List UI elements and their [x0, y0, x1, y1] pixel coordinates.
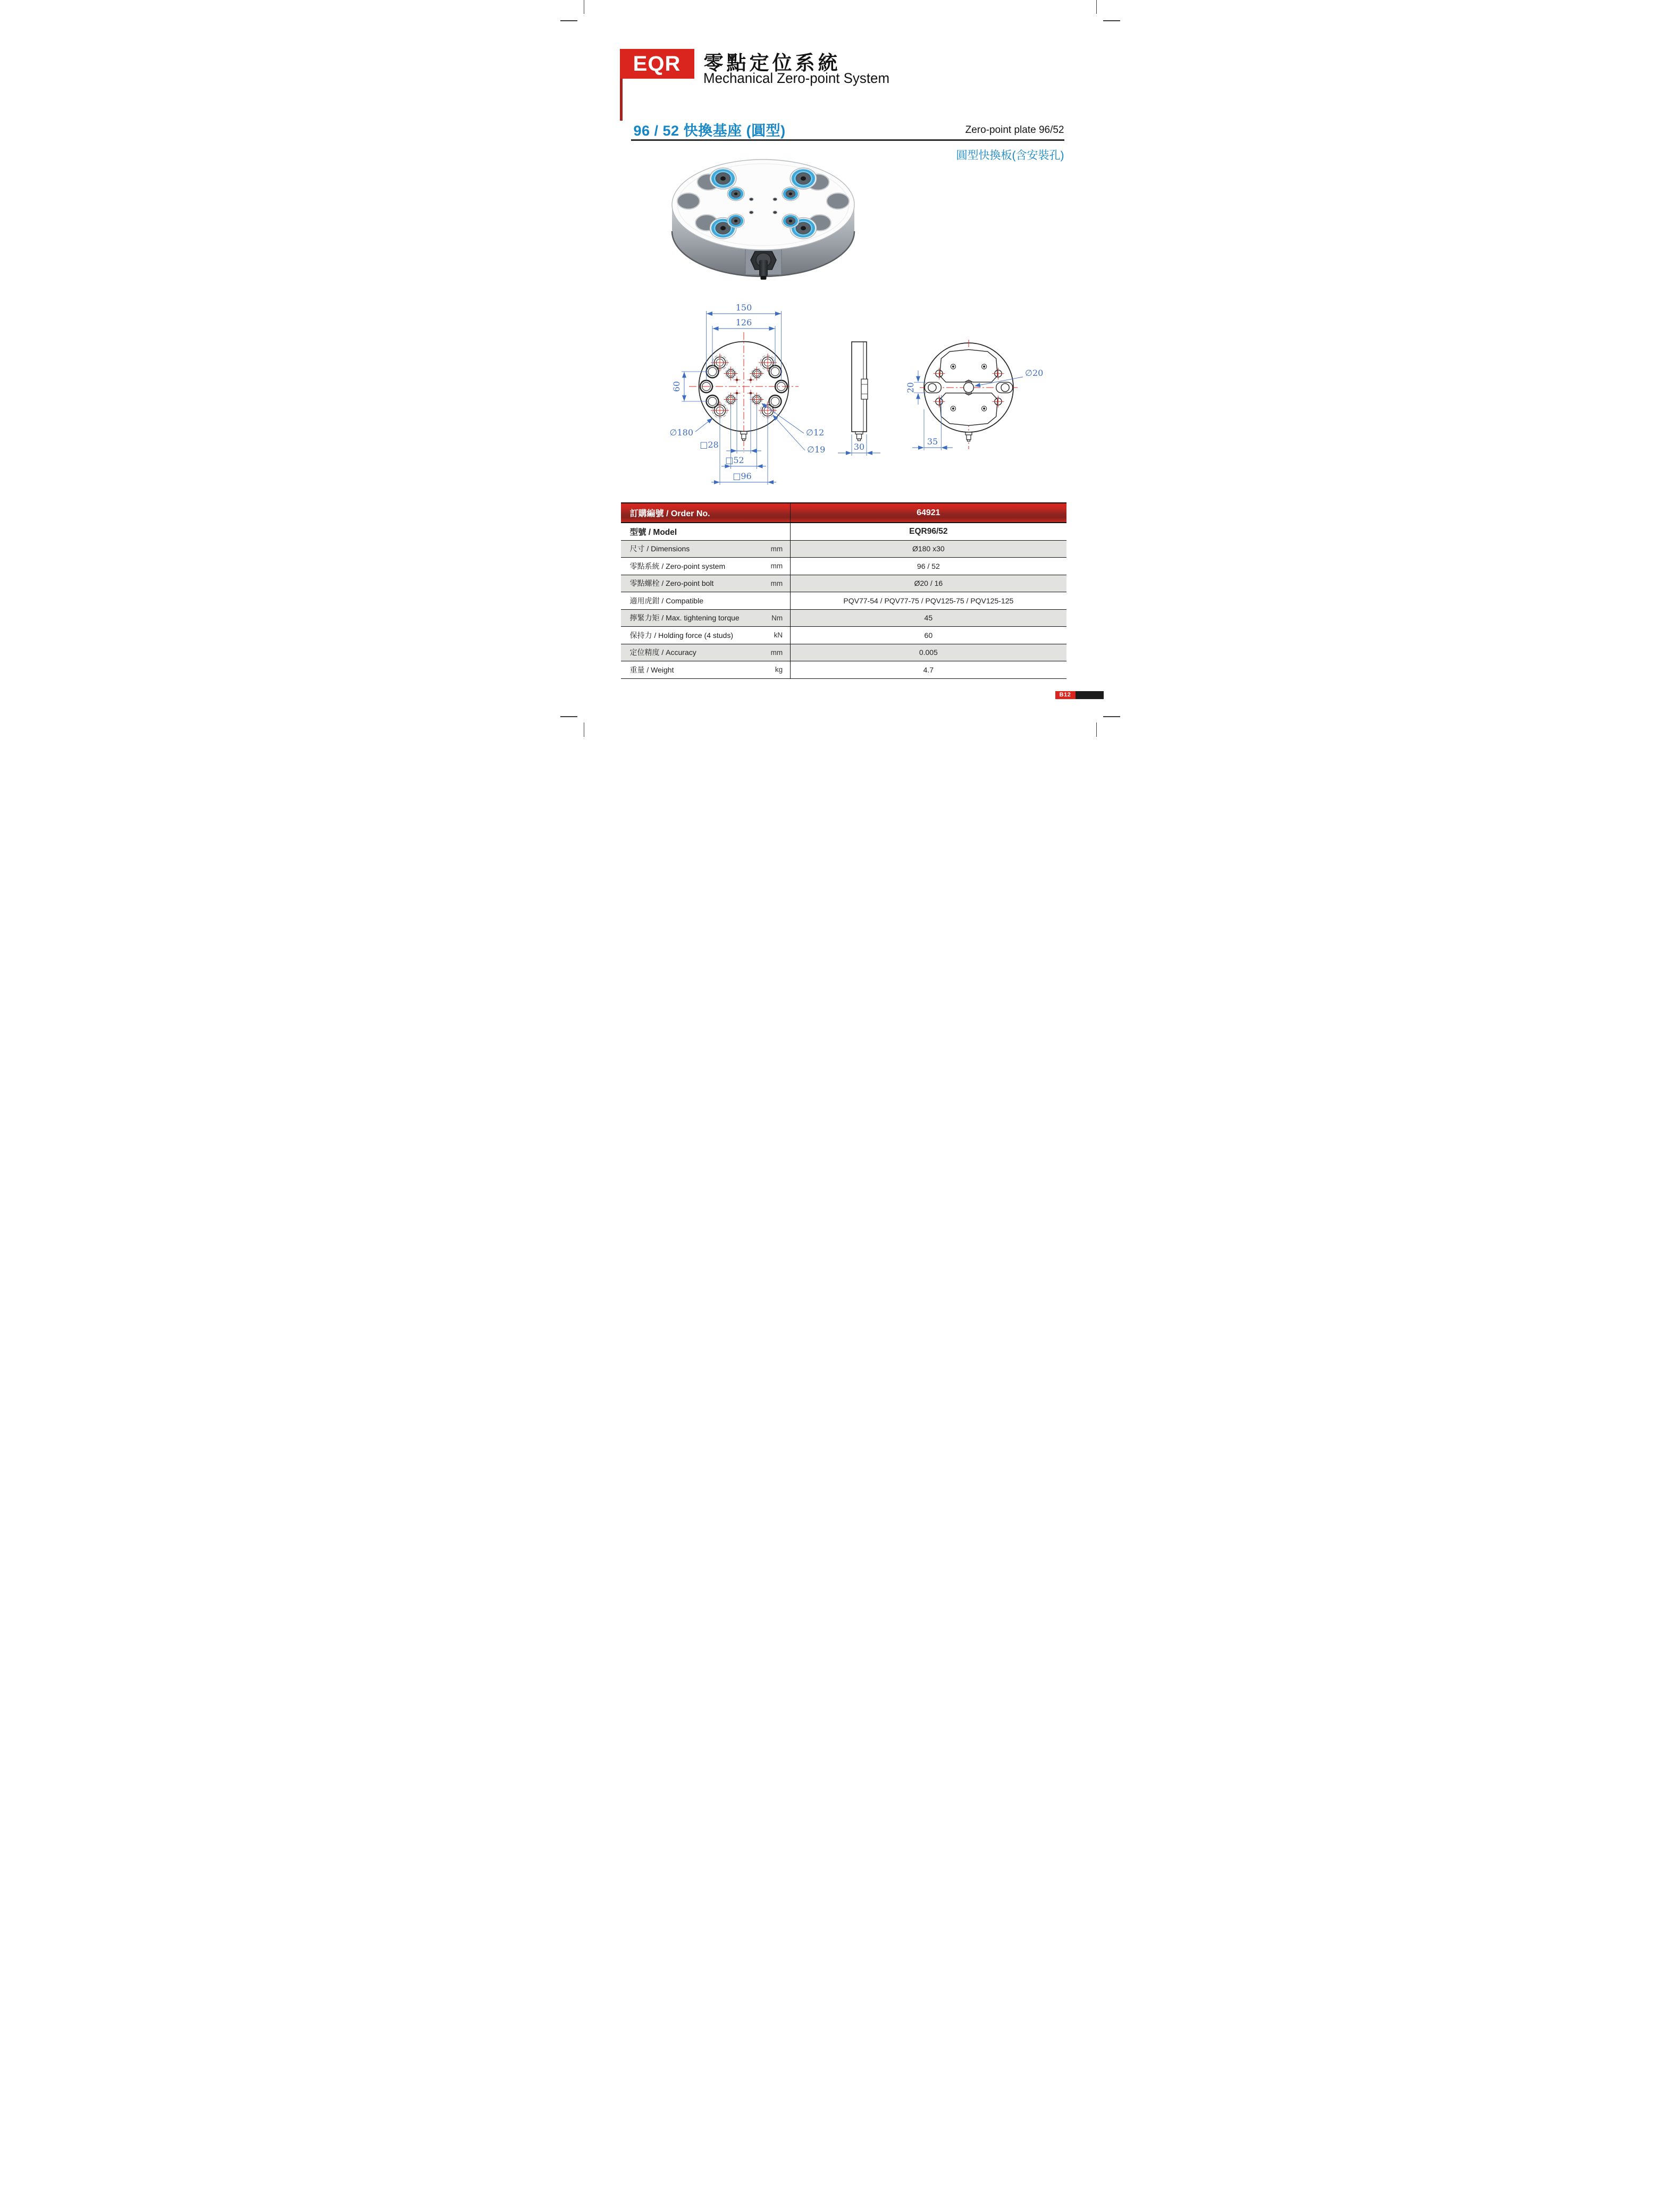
crop-mark [584, 722, 585, 737]
row-unit: mm [770, 544, 783, 553]
dim-label-dia12: ∅12 [805, 427, 824, 438]
section-title: 96 / 52 快換基座 (圓型) [633, 123, 786, 139]
row-unit: mm [770, 562, 783, 570]
dim-label-35: 35 [927, 436, 938, 447]
dim-label-sq52: □52 [725, 455, 744, 465]
table-body [621, 523, 1066, 679]
table-row-tightening-torque [621, 610, 1066, 627]
side-stud [855, 432, 863, 441]
row-unit: mm [770, 579, 783, 587]
row-value: 4.7 [790, 661, 1066, 678]
table-row-compatible [621, 592, 1066, 610]
row-label: 零點系統 / Zero-point system [629, 561, 726, 570]
row-label: 零點螺栓 / Zero-point bolt [629, 579, 714, 588]
crop-mark [1103, 20, 1120, 21]
spec-table [621, 502, 1066, 679]
row-value: 0.005 [790, 644, 1066, 661]
row-label: 定位精度 / Accuracy [629, 648, 696, 657]
row-label: 適用虎鉗 / Compatible [629, 596, 703, 605]
row-label: 重量 / Weight [629, 665, 674, 674]
product-photo [661, 156, 869, 283]
dim-label-126: 126 [735, 317, 752, 327]
row-unit: Nm [771, 614, 783, 622]
plate-top-face [672, 159, 854, 250]
row-value: EQR96/52 [790, 523, 1066, 540]
front-stud [741, 432, 747, 441]
row-label: 擰緊力矩 / Max. tightening torque [629, 614, 740, 623]
dim-label-sq96: □96 [732, 471, 752, 481]
eqr-logo-badge [620, 49, 694, 79]
dim-label-30: 30 [853, 442, 864, 452]
crop-mark [560, 20, 577, 21]
page-number: B12 [1059, 692, 1071, 699]
table-row-weight [621, 661, 1066, 679]
dim-label-150: 150 [735, 302, 752, 313]
page-title-zh: 零點定位系統 [703, 52, 841, 74]
dim-label-20: 20 [905, 382, 915, 393]
crop-mark [1103, 716, 1120, 717]
row-unit: kN [774, 631, 783, 640]
dim-label-dia19: ∅19 [807, 444, 825, 455]
table-row-zero-point-bolt [621, 575, 1066, 593]
section-rule [631, 139, 1064, 141]
table-row-zero-point-system [621, 558, 1066, 575]
dim-label-sq28: □28 [699, 440, 719, 450]
crop-mark [560, 716, 577, 717]
rear-pocket-top [939, 350, 997, 382]
section-title-en: Zero-point plate 96/52 [965, 124, 1064, 136]
row-value: 60 [790, 627, 1066, 644]
rear-view [905, 340, 1043, 450]
row-label: 保持力 / Holding force (4 studs) [629, 631, 734, 640]
front-view [669, 302, 825, 485]
dim-label-60: 60 [671, 381, 682, 392]
side-view [838, 342, 880, 456]
table-row-holding-force [621, 627, 1066, 644]
row-value: 96 / 52 [790, 558, 1066, 575]
eqr-logo-text: EQR [633, 52, 681, 75]
section-subtitle: 圓型快換板(含安裝孔) [956, 149, 1064, 162]
crop-mark [1096, 0, 1097, 14]
row-unit: mm [770, 648, 783, 657]
dim-label-dia180: ∅180 [669, 427, 693, 438]
dim-label-dia20: ∅20 [1024, 368, 1043, 378]
row-value: Ø20 / 16 [790, 575, 1066, 592]
rear-pocket-bottom [939, 393, 997, 425]
crop-mark [584, 0, 585, 14]
row-label: 尺寸 / Dimensions [629, 544, 690, 553]
center-hole [963, 383, 973, 393]
table-row-dimensions [621, 541, 1066, 558]
row-unit: kg [775, 666, 783, 674]
row-label: 型號 / Model [629, 527, 677, 537]
rear-stud [965, 432, 972, 441]
order-no-value: 64921 [790, 503, 1066, 522]
row-value: 45 [790, 610, 1066, 627]
table-header-row [621, 502, 1066, 523]
page-title-en: Mechanical Zero-point System [703, 70, 889, 86]
technical-drawings [608, 295, 1097, 493]
row-value: PQV77-54 / PQV77-75 / PQV125-75 / PQV125-125 [790, 592, 1066, 609]
crop-mark [1096, 722, 1097, 737]
page-number-tab [1055, 691, 1076, 699]
table-row-accuracy [621, 644, 1066, 662]
row-value: Ø180 x30 [790, 541, 1066, 558]
page-number-bar [1076, 691, 1104, 699]
catalog-page [560, 0, 1120, 737]
table-row-model [621, 523, 1066, 541]
order-no-label: 訂購編號 / Order No. [629, 509, 710, 518]
